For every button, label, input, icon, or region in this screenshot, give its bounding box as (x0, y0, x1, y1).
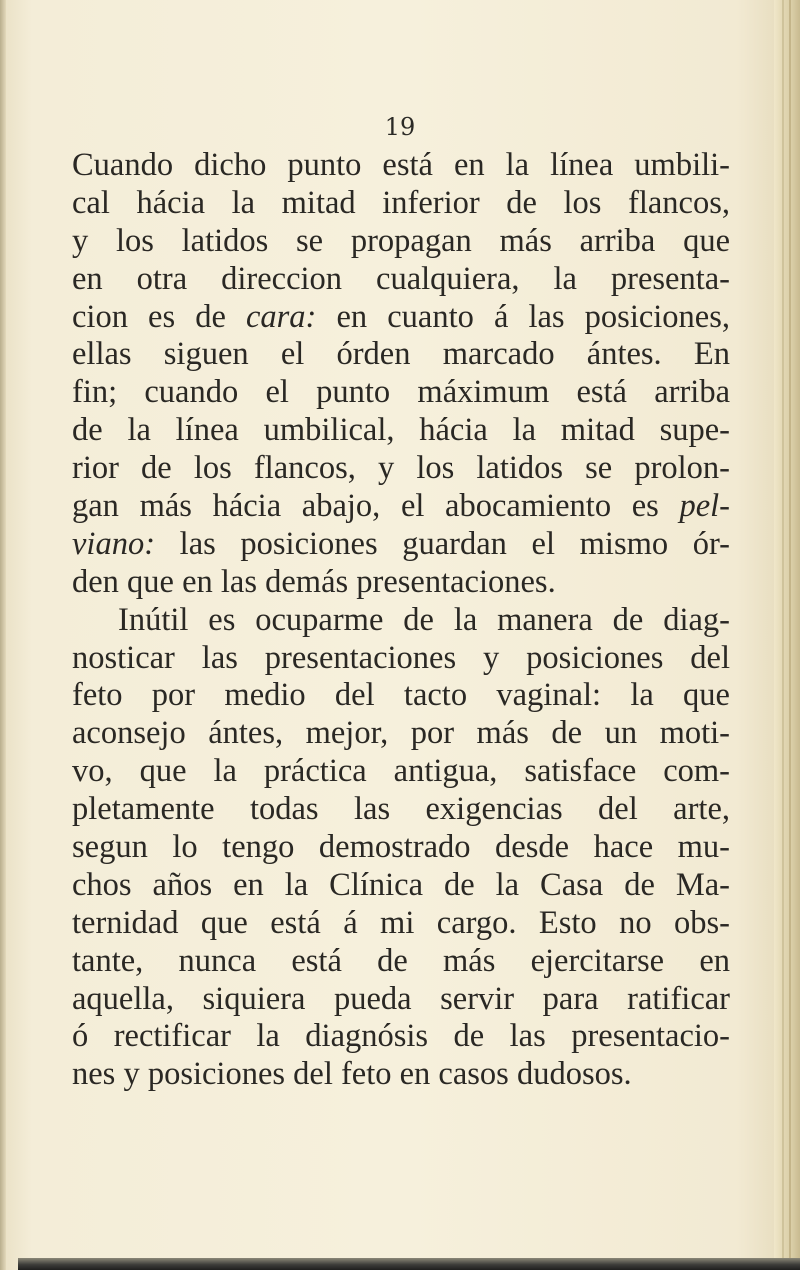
text-line: nosticar las presentaciones y posiciones del (72, 639, 730, 676)
text-line: y los latidos se propagan más arriba que (72, 222, 730, 259)
text-line (72, 488, 730, 526)
text-run: en cuanto á las posiciones, (316, 298, 731, 335)
body-text (72, 147, 730, 1094)
page-right-edge (774, 0, 800, 1270)
page-bottom-shadow (18, 1258, 800, 1270)
text-line: en otra direccion cualquiera, la presenta- (72, 260, 730, 297)
text-run: cion es de (72, 298, 246, 335)
text-line: rior de los flancos, y los latidos se prolon- (72, 450, 730, 487)
text-line: de la línea umbilical, hácia la mitad supe- (72, 412, 730, 449)
text-line: ellas siguen el órden marcado ántes. En (72, 336, 730, 373)
text-line: vo, que la práctica antigua, satisface com- (72, 753, 730, 790)
text-line: Cuando dicho punto está en la línea umbili- (72, 147, 730, 183)
text-line: cal hácia la mitad inferior de los flancos, (72, 184, 730, 221)
page-number: 19 (384, 113, 416, 141)
text-line: pletamente todas las exigencias del arte, (72, 791, 730, 828)
text-line: chos años en la Clínica de la Casa de Ma- (72, 866, 730, 903)
text-line: ó rectificar la diagnósis de las presentacio- (72, 1018, 730, 1055)
italic-term: viano: (72, 525, 156, 562)
text-line: ternidad que está á mi cargo. Esto no obs- (72, 904, 730, 941)
text-run: gan más hácia abajo, el abocamiento es (72, 488, 680, 525)
text-line: den que en las demás presentaciones. (72, 563, 556, 600)
text-line: fin; cuando el punto máximum está arriba (72, 374, 730, 411)
text-line: Inútil es ocuparme de la manera de diag- (118, 601, 730, 638)
page-left-edge (0, 0, 6, 1270)
text-line (72, 299, 730, 337)
italic-term: cara: (245, 298, 317, 335)
text-line: aquella, siquiera pueda servir para ratificar (72, 980, 730, 1017)
text-run: las posiciones guardan el mismo ór- (155, 525, 730, 562)
text-line: segun lo tengo demostrado desde hace mu- (72, 829, 730, 866)
text-line: tante, nunca está de más ejercitarse en (72, 942, 730, 979)
text-line: feto por medio del tacto vaginal: la que (72, 677, 730, 714)
text-line (72, 526, 730, 564)
italic-term: pel- (679, 488, 730, 525)
text-line: aconsejo ántes, mejor, por más de un moti- (72, 715, 730, 752)
text-line: nes y posiciones del feto en casos dudosos. (72, 1056, 632, 1093)
